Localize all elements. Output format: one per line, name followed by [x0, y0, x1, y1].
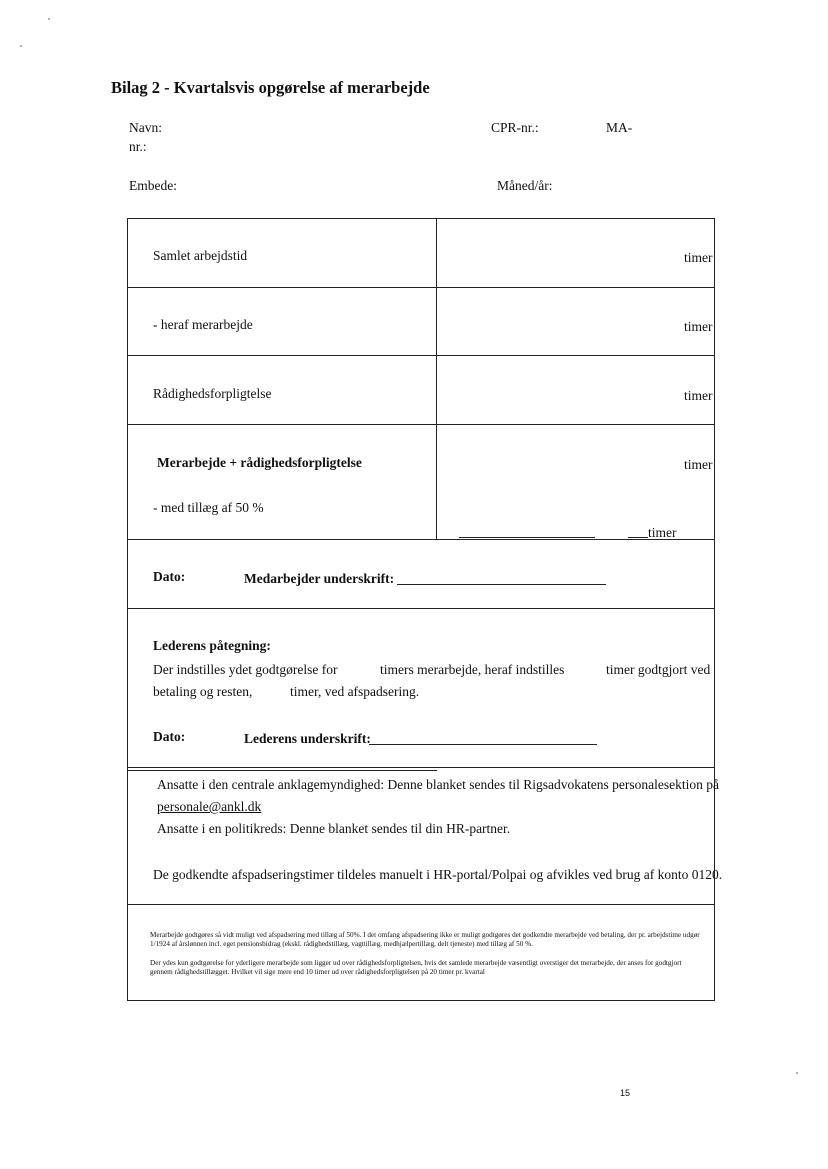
lederens-underskrift-line[interactable]: [369, 744, 597, 745]
row-divider: [127, 608, 715, 609]
row-divider: [127, 770, 437, 771]
row-divider: [127, 424, 715, 425]
row-divider: [127, 904, 715, 905]
medarbejder-underskrift-label: Medarbejder underskrift:: [244, 571, 395, 586]
personale-email-link[interactable]: personale@ankl.dk: [157, 799, 262, 814]
page-number: 15: [620, 1088, 631, 1098]
maaned-aar-label: Måned/år:: [497, 178, 553, 193]
leader-line1-start: Der indstilles ydet godtgørelse for: [153, 662, 338, 677]
leader-line1-end: timer godtgjort ved: [606, 662, 711, 677]
scan-speck: [48, 18, 50, 20]
form-table: [127, 218, 715, 1001]
embede-label: Embede:: [129, 178, 177, 193]
timer-unit: timer: [648, 525, 677, 540]
timer-unit: timer: [684, 250, 713, 265]
merarbejde-plus-raadighed-label: Merarbejde + rådighedsforpligtelse: [157, 455, 362, 470]
leader-line2-start: betaling og resten,: [153, 684, 253, 699]
samlet-arbejdstid-label: Samlet arbejdstid: [153, 248, 248, 263]
tillaeg-input-line[interactable]: [459, 537, 595, 538]
row-divider: [127, 355, 715, 356]
footnote-paragraph-2: Der ydes kun godtgørelse for yderligere merarbejde som ligger ud over rådighedsforpligtelsen, hvis det samlede merarbejde væsentligt overstiger det merarbejde, der anses for godtgjort gennem rådighedstillægget. Hvilket vil sige mere end 10 timer ud over rådighedsforpligtelsen på 20 timer pr. kvartal: [150, 959, 682, 977]
row-divider: [127, 287, 715, 288]
column-divider: [436, 218, 437, 540]
leader-line2-end: timer, ved afspadsering.: [290, 684, 420, 699]
row-divider: [127, 767, 715, 768]
info-central-anklagemyndighed: Ansatte i den centrale anklagemyndighed: Denne blanket sendes til Rigsadvokatens personalesektion på: [157, 777, 719, 792]
navn-label: Navn:: [129, 120, 162, 135]
timer-unit: timer: [684, 319, 713, 334]
timer-unit: timer: [684, 457, 713, 472]
info-afspadsering: De godkendte afspadseringstimer tildeles manuelt i HR-portal/Polpai og afvikles ved brug af konto 0120.: [153, 867, 723, 882]
dato-label: Dato:: [153, 569, 186, 584]
info-politikreds: Ansatte i en politikreds: Denne blanket sendes til din HR-partner.: [157, 821, 511, 836]
nr-label: nr.:: [129, 139, 147, 154]
leader-line1-middle: timers merarbejde, heraf indstilles: [380, 662, 565, 677]
page-title: Bilag 2 - Kvartalsvis opgørelse af merarbejde: [111, 78, 430, 97]
lederens-paategning-heading: Lederens påtegning:: [153, 638, 271, 653]
footnote-paragraph-1: Merarbejde godtgøres så vidt muligt ved afspadsering med tillæg af 50%. I det omfang afspadsering ikke er muligt godtgøres det godkendte merarbejde ved betaling, der pr. arbejdstime udgør 1/1924 af årslønnen incl. eget pensionsbidrag (ekskl. rådighedstillæg, vagttillæg, medhjælpertillæg, delt tjeneste) med tillæg af 50 %.: [150, 931, 700, 949]
tillaeg-50-label: - med tillæg af 50 %: [153, 500, 264, 515]
row-divider: [127, 539, 715, 540]
cpr-label: CPR-nr.:: [491, 120, 539, 135]
timer-input-line[interactable]: [628, 537, 648, 538]
heraf-merarbejde-label: - heraf merarbejde: [153, 317, 253, 332]
raadighedsforpligtelse-label: Rådighedsforpligtelse: [153, 386, 272, 401]
scan-speck: [20, 45, 22, 47]
lederens-underskrift-label: Lederens underskrift:: [244, 731, 371, 746]
ma-label: MA-: [606, 120, 633, 135]
scan-speck: [796, 1072, 798, 1074]
leader-dato-label: Dato:: [153, 729, 186, 744]
timer-unit: timer: [684, 388, 713, 403]
medarbejder-underskrift-line[interactable]: [397, 584, 606, 585]
